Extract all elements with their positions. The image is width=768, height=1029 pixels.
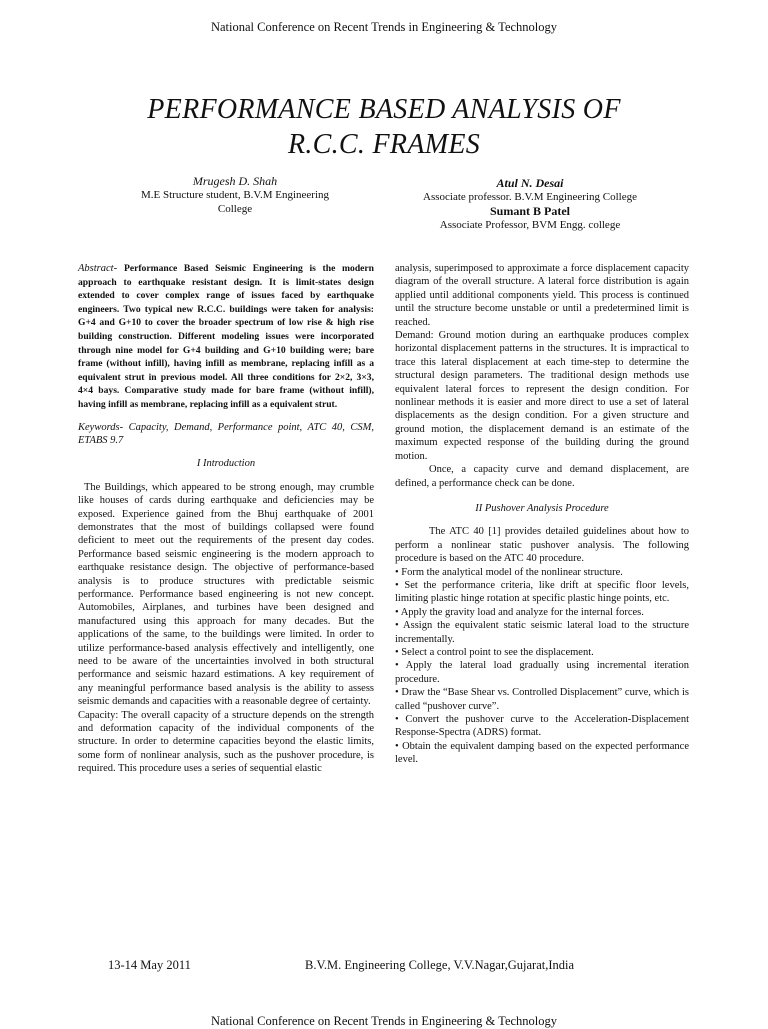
keywords: Keywords- Capacity, Demand, Performance point, ATC 40, CSM, ETABS 9.7 xyxy=(78,421,374,446)
abstract-text: Performance Based Seismic Engineering is the modern approach to earthquake resistant design. It is limit-states design extended to cover complex range of issues faced by earthquake engineers. Two typical new R.C.C. buildings were taken for analysis: G+4 and G+10 to cover the broader spectrum of low rise & high rise building construction. Different modeling issues were incorporated through nine model for G+4 building and G+10 building were; bare frame (without infill), having infill as membrane, replacing infill as a equivalent strut in previous model. All three conditions for 2×2, 3×3, 4×4 bays. Comparative study made for bare frame (without infill), having infill as membrane, replacing infill as a equivalent strut. xyxy=(78,263,375,410)
right-column xyxy=(395,262,689,767)
title-line-1: PERFORMANCE BASED ANALYSIS OF xyxy=(147,94,621,125)
procedure-step: • Assign the equivalent static seismic lateral load to the structure incrementally. xyxy=(395,620,689,645)
section-heading-introduction: I Introduction xyxy=(196,458,256,470)
demand-paragraph: Demand: Ground motion during an earthquake produces complex horizontal displacement patterns in the structures. It is impractical to trace this lateral displacement at each time-step to determine the structural design parameters. The traditional design methods use equivalent lateral forces to represent the design condition. For nonlinear methods it is easier and more direct to use a set of lateral displacements as the design condition. For a given structure and ground motion, the displacement demand is an estimate of the maximum expected response of the building during the ground motion. xyxy=(395,330,689,462)
abstract-label: Abstract- xyxy=(78,263,118,274)
next-page-header: National Conference on Recent Trends in Engineering & Technology xyxy=(210,1014,558,1028)
capacity-paragraph: Capacity: The overall capacity of a structure depends on the strength and deformation capacity of the individual components of the structure. In order to determine capacities beyond the elastic limits, some form of nonlinear analysis, such as the pushover procedure, is required. This procedure uses a series of sequential elastic xyxy=(78,709,374,775)
paper-title xyxy=(0,92,768,162)
title-line-2: R.C.C. FRAMES xyxy=(287,129,481,160)
author-block-1 xyxy=(105,174,365,216)
author-name: Sumant B Patel xyxy=(489,204,570,218)
body-paragraph: analysis, superimposed to approximate a force displacement capacity diagram of the overall structure. A lateral force distribution is again applied until additional components yield. This process is continued until the structure become unstable or until a predetermined limit is reached. xyxy=(395,263,689,328)
procedure-step: • Apply the gravity load and analyze for the internal forces. xyxy=(395,606,644,618)
performance-check-paragraph: Once, a capacity curve and demand displacement, are defined, a performance check can be done. xyxy=(395,464,689,489)
footer-venue: B.V.M. Engineering College, V.V.Nagar,Gujarat,India xyxy=(305,958,575,972)
procedure-step: • Apply the lateral load gradually using incremental iteration procedure. xyxy=(395,660,689,685)
author-name: Mrugesh D. Shah xyxy=(192,174,278,188)
procedure-step: • Select a control point to see the displacement. xyxy=(395,646,594,658)
procedure-step: • Form the analytical model of the nonlinear structure. xyxy=(395,566,623,578)
author-affiliation: Associate Professor, BVM Engg. college xyxy=(439,219,621,231)
procedure-step: • Draw the “Base Shear vs. Controlled Displacement” curve, which is called “pushover curve”. xyxy=(395,687,689,712)
procedure-step: • Set the performance criteria, like drift at specific floor levels, limiting plastic hinge rotation at specific plastic hinge points, etc. xyxy=(395,579,689,605)
procedure-step: • Convert the pushover curve to the Acceleration-Displacement Response-Spectra (ADRS) format. xyxy=(395,714,689,739)
procedure-step: • Obtain the equivalent damping based on the expected performance level. xyxy=(395,740,689,766)
atc40-paragraph: The ATC 40 [1] provides detailed guidelines about how to perform a nonlinear static pushover analysis. The following procedure is based on the ATC 40 procedure. xyxy=(395,526,689,565)
abstract xyxy=(78,262,374,412)
section-heading-pushover: II Pushover Analysis Procedure xyxy=(475,502,609,514)
author-affiliation: Associate professor. B.V.M Engineering College xyxy=(423,191,637,203)
author-affiliation-cont: College xyxy=(217,203,253,215)
author-affiliation: M.E Structure student, B.V.M Engineering xyxy=(141,189,329,201)
intro-paragraph: The Buildings, which appeared to be strong enough, may crumble like houses of cards during earthquake and deficiencies may be exposed. Experience gained from the Bhuj earthquake of 2001 demonstrates that the most of buildings collapsed were found deficient to meet out the requirements of the present day codes. Performance based seismic engineering is the modern approach to earthquake resistance design. The objective of performance-based analysis is to produce structures with predictable seismic performance. Performance based engineering is not new concept. Automobiles, Airplanes, and turbines have been designed and manufactured using this approach for many decades. But the applications of the same, to the buildings were limited. In order to utilize performance-based analysis effectively and intelligently, one need to be aware of the uncertainties involved in both structural performance and seismic hazard estimations. A key requirement of any meaningful performance based analysis is the ability to assess seismic demands and capacities with a reasonable degree of certainty. xyxy=(78,481,374,708)
running-header: National Conference on Recent Trends in Engineering & Technology xyxy=(210,20,558,34)
footer-date: 13-14 May 2011 xyxy=(108,958,191,972)
author-name: Atul N. Desai xyxy=(496,176,564,190)
author-block-2 xyxy=(380,176,680,232)
left-column xyxy=(78,262,374,776)
